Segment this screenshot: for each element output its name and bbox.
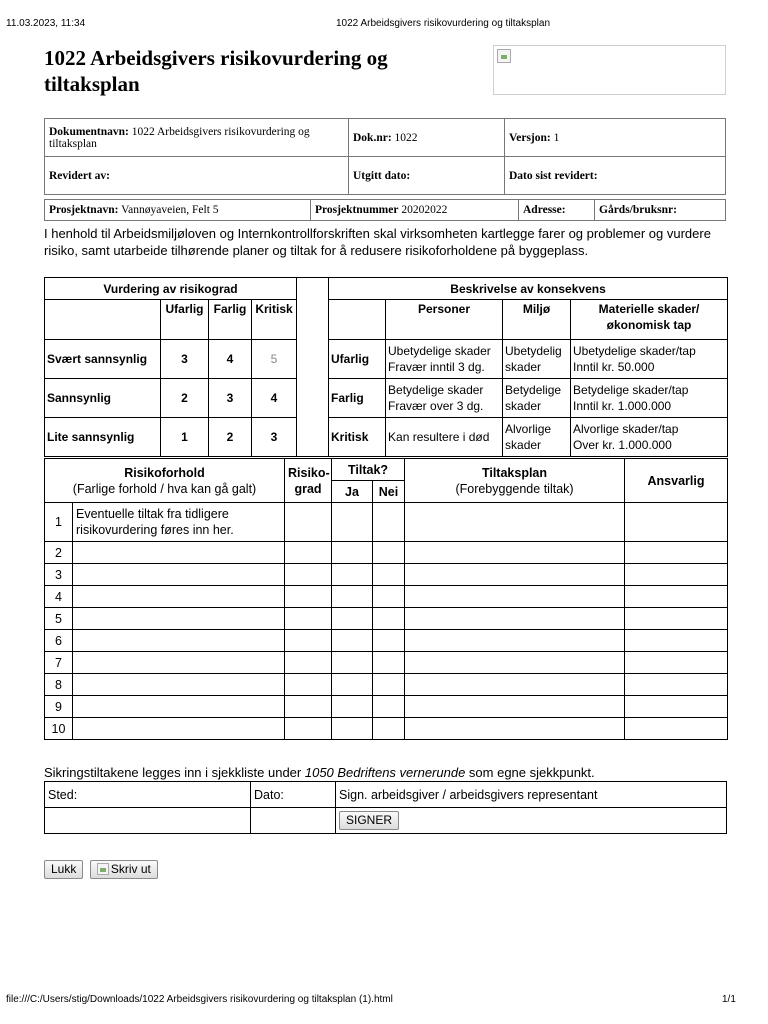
doknr-cell: Dok.nr: 1022 <box>349 119 505 157</box>
tiltak-header: Tiltak? <box>332 459 405 481</box>
lukk-button[interactable]: Lukk <box>44 860 83 879</box>
row-number: 1 <box>45 503 73 542</box>
col-farlig: Farlig <box>209 300 252 340</box>
dokumentnavn-cell: Dokumentnavn: 1022 Arbeidsgivers risikovurdering og tiltaksplan <box>45 119 349 157</box>
nei-cell[interactable] <box>373 608 405 630</box>
table-row <box>45 608 728 630</box>
risikoforhold-cell[interactable] <box>73 542 285 564</box>
ansvarlig-cell[interactable] <box>625 542 728 564</box>
konsekvens-label-farlig: Farlig <box>329 379 386 418</box>
konsekvens-label-ufarlig: Ufarlig <box>329 340 386 379</box>
sted-label: Sted: <box>45 782 251 808</box>
spacer-column <box>297 278 329 457</box>
nei-cell[interactable] <box>373 630 405 652</box>
page-title: 1022 Arbeidsgivers risikovurdering og tiltaksplan <box>44 46 388 96</box>
col-ufarlig: Ufarlig <box>161 300 209 340</box>
row-label-sannsynlig: Sannsynlig <box>45 379 161 418</box>
risk-value: 4 <box>209 340 252 379</box>
tiltaksplan-cell[interactable] <box>405 608 625 630</box>
risikograd-header: Risiko- grad <box>285 459 332 503</box>
row-number: 5 <box>45 608 73 630</box>
tiltaksplan-cell[interactable] <box>405 696 625 718</box>
ja-cell[interactable] <box>332 608 373 630</box>
ansvarlig-cell[interactable] <box>625 608 728 630</box>
nei-cell[interactable] <box>373 503 405 542</box>
sted-field[interactable] <box>45 808 251 834</box>
table-row <box>45 503 728 542</box>
row-number: 6 <box>45 630 73 652</box>
risikoforhold-cell[interactable] <box>73 718 285 740</box>
ansvarlig-cell[interactable] <box>625 696 728 718</box>
risikoforhold-cell[interactable] <box>73 586 285 608</box>
signature-table <box>44 781 727 834</box>
risikoforhold-cell[interactable] <box>73 630 285 652</box>
row-number: 8 <box>45 674 73 696</box>
nei-cell[interactable] <box>373 696 405 718</box>
row-number: 9 <box>45 696 73 718</box>
ja-cell[interactable] <box>332 674 373 696</box>
col-personer: Personer <box>386 300 503 340</box>
table-row <box>45 586 728 608</box>
table-row <box>45 674 728 696</box>
miljo-cell: Betydelige skader <box>503 379 571 418</box>
print-datetime: 11.03.2023, 11:34 <box>6 18 86 29</box>
table-row <box>45 652 728 674</box>
nei-cell[interactable] <box>373 652 405 674</box>
utgitt-cell: Utgitt dato: <box>349 157 505 195</box>
nei-cell[interactable] <box>373 564 405 586</box>
project-meta-table <box>44 199 726 221</box>
adresse-cell: Adresse: <box>519 200 595 221</box>
konsekvens-label-kritisk: Kritisk <box>329 418 386 457</box>
gards-cell: Gårds/bruksnr: <box>595 200 726 221</box>
risk-value: 3 <box>252 418 297 457</box>
nei-cell[interactable] <box>373 542 405 564</box>
sist-revidert-cell: Dato sist revidert: <box>505 157 726 195</box>
risk-value: 2 <box>209 418 252 457</box>
row-number: 3 <box>45 564 73 586</box>
action-buttons <box>44 860 160 879</box>
risikoforhold-cell[interactable] <box>73 608 285 630</box>
risk-value: 5 <box>252 340 297 379</box>
miljo-cell: Ubetydelig skader <box>503 340 571 379</box>
empty-header-cell <box>329 300 386 340</box>
ansvarlig-cell[interactable] <box>625 718 728 740</box>
table-row <box>45 696 728 718</box>
print-footer-page: 1/1 <box>722 994 736 1005</box>
ansvarlig-header: Ansvarlig <box>625 459 728 503</box>
signer-button[interactable]: SIGNER <box>339 811 399 830</box>
materielle-cell: Betydelige skader/tap Inntil kr. 1.000.000 <box>571 379 728 418</box>
document-meta-table <box>44 118 726 195</box>
risk-value: 3 <box>161 340 209 379</box>
intro-text: I henhold til Arbeidsmiljøloven og Internkontrollforskriften skal virksomheten kartlegge farer og problemer og vurdere risiko, samt utarbeide tilhørende planer og tiltak for å redusere risikoforholdene på byggeplass. <box>44 226 711 258</box>
revidert-cell: Revidert av: <box>45 157 349 195</box>
nei-cell[interactable] <box>373 718 405 740</box>
row-label-svaert: Svært sannsynlig <box>45 340 161 379</box>
sign-field <box>336 808 727 834</box>
risikograd-cell[interactable] <box>285 718 332 740</box>
tiltaksplan-cell[interactable] <box>405 542 625 564</box>
personer-cell: Ubetydelige skader Fravær inntil 3 dg. <box>386 340 503 379</box>
tiltaksplan-cell[interactable] <box>405 564 625 586</box>
risikoforhold-cell[interactable] <box>73 564 285 586</box>
ja-cell[interactable] <box>332 503 373 542</box>
ja-cell[interactable] <box>332 630 373 652</box>
ja-cell[interactable] <box>332 564 373 586</box>
risikoforhold-header: Risikoforhold (Farlige forhold / hva kan gå galt) <box>45 459 285 503</box>
row-label-lite: Lite sannsynlig <box>45 418 161 457</box>
print-footer-path: file:///C:/Users/stig/Downloads/1022 Arbeidsgivers risikovurdering og tiltaksplan (1).html <box>6 994 393 1005</box>
konsekvens-header: Beskrivelse av konsekvens <box>329 278 728 300</box>
tiltaksplan-cell[interactable] <box>405 630 625 652</box>
row-number: 10 <box>45 718 73 740</box>
risikograd-cell[interactable] <box>285 652 332 674</box>
ansvarlig-cell[interactable] <box>625 630 728 652</box>
risikoforhold-cell[interactable] <box>73 696 285 718</box>
tiltaksplan-cell[interactable] <box>405 652 625 674</box>
versjon-cell: Versjon: 1 <box>505 119 726 157</box>
personer-cell: Betydelige skader Fravær over 3 dg. <box>386 379 503 418</box>
risk-value: 2 <box>161 379 209 418</box>
tiltaksplan-header: Tiltaksplan (Forebyggende tiltak) <box>405 459 625 503</box>
broken-image-icon <box>97 863 109 875</box>
ja-cell[interactable] <box>332 718 373 740</box>
action-plan-table <box>44 458 728 740</box>
risikograd-cell[interactable] <box>285 586 332 608</box>
risikograd-cell[interactable] <box>285 564 332 586</box>
risikoforhold-cell[interactable] <box>73 652 285 674</box>
ja-cell[interactable] <box>332 542 373 564</box>
empty-header-cell <box>45 300 161 340</box>
ja-header: Ja <box>332 481 373 503</box>
personer-cell: Kan resultere i død <box>386 418 503 457</box>
col-kritisk: Kritisk <box>252 300 297 340</box>
table-row <box>45 718 728 740</box>
tiltaksplan-cell[interactable] <box>405 503 625 542</box>
ja-cell[interactable] <box>332 652 373 674</box>
checklist-note: Sikringstiltakene legges inn i sjekkliste under 1050 Bedriftens vernerunde som egne sjekkpunkt. <box>44 765 595 780</box>
risikograd-cell[interactable] <box>285 630 332 652</box>
tiltaksplan-cell[interactable] <box>405 586 625 608</box>
risikoforhold-cell[interactable]: Eventuelle tiltak fra tidligere risikovurdering føres inn her. <box>73 503 285 542</box>
tiltaksplan-cell[interactable] <box>405 674 625 696</box>
ansvarlig-cell[interactable] <box>625 652 728 674</box>
vurdering-header: Vurdering av risikograd <box>45 278 297 300</box>
risk-matrix-table <box>44 277 728 457</box>
risikograd-cell[interactable] <box>285 503 332 542</box>
nei-header: Nei <box>373 481 405 503</box>
risikoforhold-cell[interactable] <box>73 674 285 696</box>
sign-label: Sign. arbeidsgiver / arbeidsgivers representant <box>336 782 727 808</box>
row-number: 2 <box>45 542 73 564</box>
print-header-title: 1022 Arbeidsgivers risikovurdering og tiltaksplan <box>336 18 551 29</box>
table-row <box>45 630 728 652</box>
ansvarlig-cell[interactable] <box>625 674 728 696</box>
ja-cell[interactable] <box>332 696 373 718</box>
risk-value: 3 <box>209 379 252 418</box>
logo-image-placeholder <box>493 45 726 95</box>
risikograd-cell[interactable] <box>285 674 332 696</box>
row-number: 7 <box>45 652 73 674</box>
risikograd-cell[interactable] <box>285 696 332 718</box>
materielle-cell: Alvorlige skader/tap Over kr. 1.000.000 <box>571 418 728 457</box>
ja-cell[interactable] <box>332 586 373 608</box>
table-row <box>45 542 728 564</box>
risikograd-cell[interactable] <box>285 542 332 564</box>
ansvarlig-cell[interactable] <box>625 564 728 586</box>
print-button[interactable]: Skriv ut <box>90 860 158 879</box>
risikograd-cell[interactable] <box>285 608 332 630</box>
table-row <box>45 564 728 586</box>
prosjektnavn-cell: Prosjektnavn: Vannøyaveien, Felt 5 <box>45 200 311 221</box>
tiltaksplan-cell[interactable] <box>405 718 625 740</box>
broken-image-icon <box>497 49 511 63</box>
nei-cell[interactable] <box>373 586 405 608</box>
ansvarlig-cell[interactable] <box>625 586 728 608</box>
dato-field[interactable] <box>251 808 336 834</box>
nei-cell[interactable] <box>373 674 405 696</box>
row-number: 4 <box>45 586 73 608</box>
col-materielle: Materielle skader/ økonomisk tap <box>571 300 728 340</box>
col-miljo: Miljø <box>503 300 571 340</box>
risk-value: 1 <box>161 418 209 457</box>
ansvarlig-cell[interactable] <box>625 503 728 542</box>
materielle-cell: Ubetydelige skader/tap Inntil kr. 50.000 <box>571 340 728 379</box>
dato-label: Dato: <box>251 782 336 808</box>
prosjektnummer-cell: Prosjektnummer 20202022 <box>311 200 519 221</box>
miljo-cell: Alvorlige skader <box>503 418 571 457</box>
risk-value: 4 <box>252 379 297 418</box>
